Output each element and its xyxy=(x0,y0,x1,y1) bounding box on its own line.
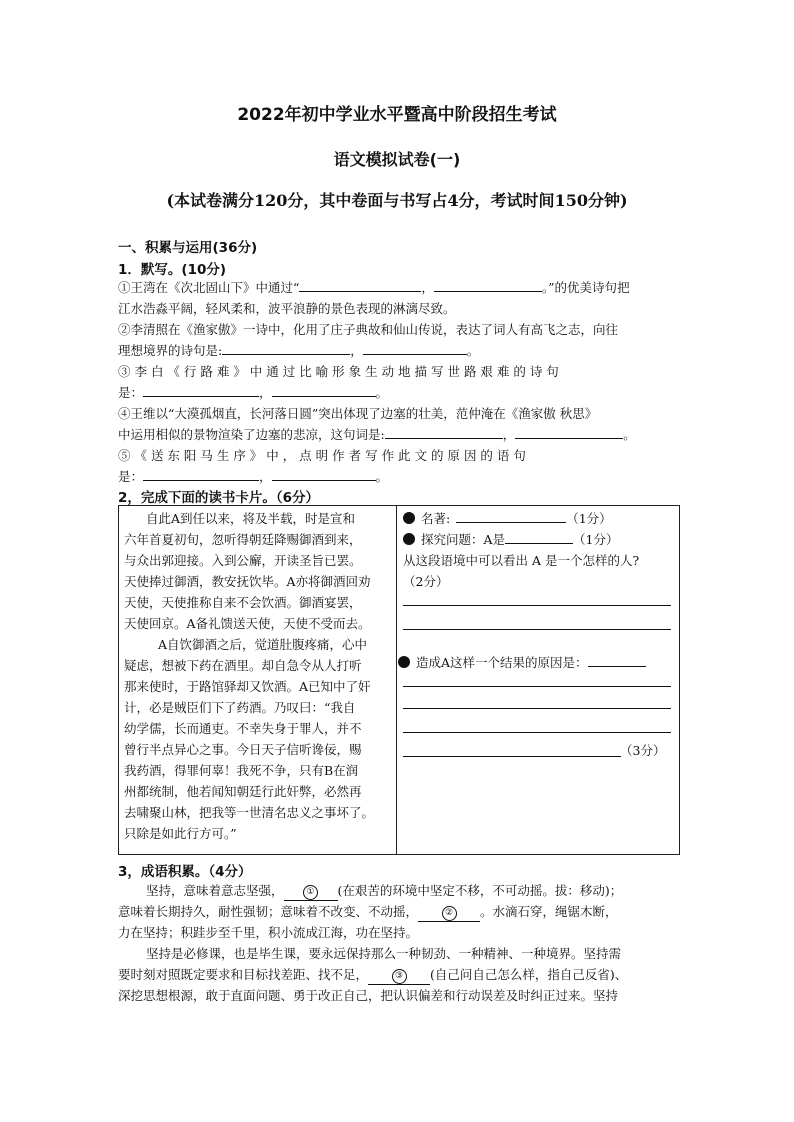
passage-line: 计，必是贼臣们下了药酒。乃叹曰：“我自 xyxy=(124,700,356,715)
q1-item3-end: 。 xyxy=(375,385,389,400)
q3-line6: 深挖思想根源，敢于直面问题、勇于改正自己，把认识偏差和行动误差及时纠正过来。坚持 xyxy=(118,988,619,1003)
answer-line[interactable] xyxy=(403,732,671,733)
card-work-row xyxy=(403,508,612,529)
q1-item2-text-b: 理想境界的诗句是: xyxy=(118,343,223,358)
number-marker: ① xyxy=(303,885,318,900)
q1-item5-blank-1[interactable] xyxy=(143,467,259,481)
q1-item4-line2 xyxy=(118,424,636,445)
reason-blank[interactable] xyxy=(588,653,646,667)
q1-item2-blank-1[interactable] xyxy=(222,341,350,355)
answer-line[interactable] xyxy=(403,708,671,709)
work-score: （1分） xyxy=(566,511,612,526)
q1-item1-line1 xyxy=(118,277,630,298)
card-question-score: （2分） xyxy=(403,574,449,589)
passage-line: 那来使时，于路馆驿却又饮酒。A已知中了奸 xyxy=(124,679,371,694)
bullet-icon xyxy=(398,656,410,668)
q3-text: (自己问自己怎么样，指自己反省)、 xyxy=(430,967,628,982)
passage-line: 与众出郭迎接。入到公廨，开读圣旨已罢。 xyxy=(124,553,362,568)
issue-blank[interactable] xyxy=(505,530,573,544)
exam-title: 2022年初中学业水平暨高中阶段招生考试 xyxy=(237,105,557,125)
q1-item3-blank-2[interactable] xyxy=(272,383,376,397)
card-divider xyxy=(396,505,397,855)
q1-item1-line2: 江水浩淼平阔，轻风柔和，波平浪静的景色表现的淋漓尽致。 xyxy=(118,301,456,316)
passage-line: 州都统制，他若闻知朝廷行此奸弊，必然再 xyxy=(124,784,362,799)
issue-score: （1分） xyxy=(573,532,619,547)
question-1-heading: 1．默写。(10分) xyxy=(118,262,227,278)
q3-text: 要时刻对照既定要求和目标找差距、找不足， xyxy=(118,967,369,982)
reason-score: （3分） xyxy=(620,743,666,758)
q1-item4-blank-1[interactable] xyxy=(385,425,503,439)
passage-line: 去啸聚山林，把我等一世清名忠义之事坏了。 xyxy=(124,805,375,820)
q1-item5-line1: ⑤ 《 送 东 阳 马 生 序 》 中 ， 点 明 作 者 写 作 此 文 的 原 因 的 语 句 xyxy=(118,448,526,463)
passage-line: 疑虑，想被下药在酒里。却自急令从人打听 xyxy=(124,658,362,673)
passage-line: 幼学儒，长而通吏。不幸失身于罪人，并不 xyxy=(124,721,362,736)
reason-label: 造成A这样一个结果的原因是： xyxy=(416,655,588,670)
q3-text: 意味着长期持久，耐性强韧；意味着不改变、不动摇， xyxy=(118,904,419,919)
q3-blank-2[interactable] xyxy=(418,904,480,922)
passage-line: 自此A到任以来，将及半载，时是宣和 xyxy=(146,511,356,526)
issue-label: 探究问题：A是 xyxy=(421,532,506,547)
q3-blank-1[interactable] xyxy=(284,883,338,901)
q3-text: 。水滴石穿，绳锯木断， xyxy=(480,904,618,919)
passage-line: 曾行半点异心之事。今日天子信听谗佞，赐 xyxy=(124,742,362,757)
passage-line: 天使捧过御酒，教安抚饮毕。A亦将御酒回劝 xyxy=(124,574,371,589)
card-issue-row xyxy=(403,529,618,550)
q1-item4-blank-2[interactable] xyxy=(515,425,623,439)
q1-item5-sep: ， xyxy=(259,469,272,484)
work-blank[interactable] xyxy=(456,509,566,523)
passage-line: 天使，天使推称自来不会饮酒。御酒宴罢， xyxy=(124,595,362,610)
q1-item5-line2 xyxy=(118,466,388,487)
number-marker: ③ xyxy=(392,969,407,984)
exam-note: (本试卷满分120分，其中卷面与书写占4分，考试时间150分钟) xyxy=(166,191,628,210)
q1-item2-line1: ②李清照在《渔家傲》一诗中，化用了庄子典故和仙山传说，表达了词人有高飞之志，向往 xyxy=(118,322,619,337)
q3-blank-3[interactable] xyxy=(368,967,430,985)
passage-line: A自饮御酒之后，觉道肚腹疼痛，心中 xyxy=(158,637,368,652)
q1-item1-text-a: ①王湾在《次北固山下》中通过“ xyxy=(118,280,300,295)
q1-item5-text-b: 是： xyxy=(118,469,144,484)
q1-item1-blank-1[interactable] xyxy=(299,278,421,292)
passage-line: 只除是如此行方可。” xyxy=(124,826,237,841)
q3-line1 xyxy=(146,880,622,901)
q1-item2-sep: ， xyxy=(350,343,363,358)
q1-item3-sep: ， xyxy=(259,385,272,400)
section-heading: 一、积累与运用(36分) xyxy=(118,240,258,256)
q1-item3-text-b: 是： xyxy=(118,385,144,400)
card-question: 从这段语境中可以看出 A 是一个怎样的人? xyxy=(403,553,640,568)
number-marker: ② xyxy=(442,906,457,921)
answer-line[interactable] xyxy=(403,605,671,606)
exam-subtitle: 语文模拟试卷(一) xyxy=(333,150,461,169)
q1-item1-text-b: 。”的优美诗句把 xyxy=(541,280,630,295)
q1-item1-sep: ， xyxy=(421,280,434,295)
bullet-icon xyxy=(403,512,415,524)
question-2-heading: 2，完成下面的读书卡片。（6分） xyxy=(118,490,320,506)
q3-text: (在艰苦的环境中坚定不移，不可动摇。拔：移动)； xyxy=(337,883,623,898)
passage-line: 我药酒，得罪何辜！我死不争，只有B在润 xyxy=(124,763,359,778)
q1-item2-blank-2[interactable] xyxy=(363,341,467,355)
card-reason-row xyxy=(398,652,646,673)
q1-item3-line2 xyxy=(118,382,388,403)
q1-item5-end: 。 xyxy=(375,469,389,484)
q1-item3-blank-1[interactable] xyxy=(143,383,259,397)
work-label: 名著: xyxy=(421,511,451,526)
q1-item4-sep: ， xyxy=(502,427,516,442)
q1-item1-blank-2[interactable] xyxy=(434,278,542,292)
passage-line: 天使回京。A备礼馈送天使，天使不受而去。 xyxy=(124,616,371,631)
q3-line5 xyxy=(118,964,627,985)
bullet-icon xyxy=(403,533,415,545)
passage-line: 六年首夏初旬，忽听得朝廷降赐御酒到来， xyxy=(124,532,362,547)
q3-text: 坚持，意味着意志坚强， xyxy=(146,883,284,898)
q3-line4: 坚持是必修课，也是毕生课，要永远保持那么一种韧劲、一种精神、一种境界。坚持需 xyxy=(146,946,622,961)
q1-item2-line2 xyxy=(118,340,479,361)
answer-line[interactable] xyxy=(403,629,671,630)
answer-line[interactable] xyxy=(403,686,671,687)
q1-item4-line1: ④王维以“大漠孤烟直，长河落日圆”突出体现了边塞的壮美，范仲淹在《渔家傲 秋思》 xyxy=(118,406,598,421)
answer-line[interactable] xyxy=(403,756,621,757)
question-3-heading: 3，成语积累。（4分） xyxy=(118,864,252,880)
q1-item2-end: 。 xyxy=(466,343,480,358)
q1-item4-text-b: 中运用相似的景物渲染了边塞的悲凉，这句词是: xyxy=(118,427,385,442)
q1-item4-end: 。 xyxy=(623,427,636,442)
q1-item5-blank-2[interactable] xyxy=(272,467,376,481)
q1-item3-line1: ③ 李 白 《 行 路 难 》 中 通 过 比 喻 形 象 生 动 地 描 写 世 路 艰 难 的 诗 句 xyxy=(118,364,559,379)
q3-line3: 力在坚持；积跬步至千里，积小流成江海，功在坚持。 xyxy=(118,925,419,940)
q3-line2 xyxy=(118,901,618,922)
